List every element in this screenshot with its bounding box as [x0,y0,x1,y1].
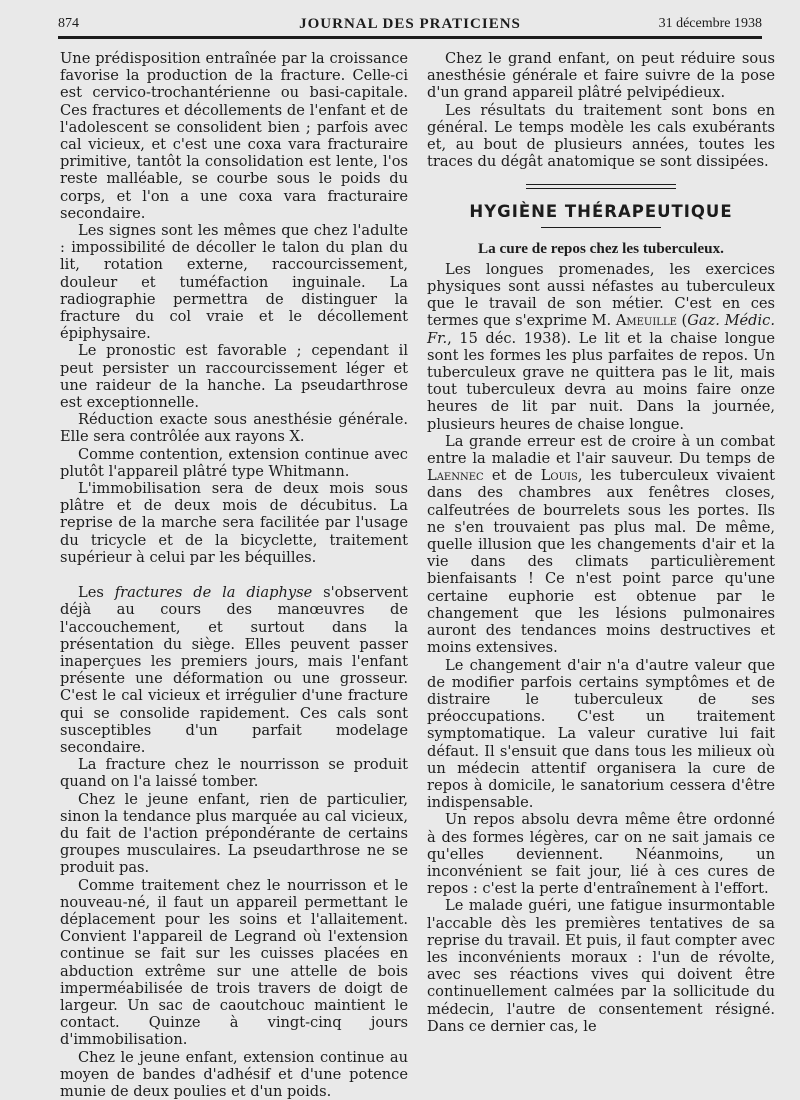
text-run: , les tuberculeux vivaient dans des chambres aux fenêtres closes, calfeutrées de bourrelets sous les portes. Ils ne s'en trouvaient pas plus mal. De même, quelle illusion que les changements d'air et la vie dans des climats particulièrement bienfaisants ! Ce n'est point parce qu'une certaine euphorie est obtenue par le changement que les lésions pulmonaires auront des tendances moins destructives et moins extensives. [427,467,775,657]
paragraph: Les résultats du traitement sont bons en général. Le temps modèle les cals exubérants et, au bout de plusieurs années, toutes les traces du dégât anatomique se sont dissipées. [427,101,775,171]
paragraph: Le pronostic est favorable ; cependant il peut persister un raccourcissement léger et une raideur de la hanche. La pseudarthrose est exceptionnelle. [60,342,408,412]
text-run: ( [676,312,688,330]
paragraph: Les signes sont les mêmes que chez l'adulte : impossibilité de décoller le talon du plan du lit, rotation externe, raccourcissement, douleur et tuméfaction inguinale. La radiographie permettra de distinguer la fracture du col vraie et le décollement épiphysaire. [60,222,408,343]
author-name: Laennec [427,467,484,485]
paragraph: Un repos absolu devra même être ordonné à des formes légères, car on ne sait jamais ce qu'elles deviennent. Néanmoins, un inconvénient se fait jour, lié à ces cures de repos : c'est la perte d'entraînement à l'effort. [427,811,775,898]
issue-date: 31 décembre 1938 [658,16,762,31]
text-run: s'observent déjà au cours des manœuvres de l'accouchement, et surtout dans la présentation du siège. Elles peuvent passer inaperçues les premiers jours, mais l'enfant présente une déformation ou une grosseur. C'est le cal vicieux et irrégulier d'une fracture qui se consolide rapidement. Ces cals sont susceptibles d'un parfait modelage secondaire. [60,584,408,756]
author-name: Louis [540,467,578,485]
page-header [58,14,762,36]
paragraph: Réduction exacte sous anesthésie générale. Elle sera contrôlée aux rayons X. [60,411,408,446]
paragraph: Le changement d'air n'a d'autre valeur que de modifier parfois certains symptômes et de distraire le tuberculeux de ses préoccupations. C'est un traitement symptomatique. La valeur curative lui fait défaut. Il s'ensuit que dans tous les milieux où un médecin attentif organisera la cure de repos à domicile, le sanatorium cessera d'être indispensable. [427,656,775,812]
left-column [60,50,408,1100]
text-run: La grande erreur est de croire à un combat entre la maladie et l'air sauveur. Du temps de [427,432,775,468]
paragraph: Comme contention, extension continue avec plutôt l'appareil plâtré type Whitmann. [60,445,408,480]
paragraph: La fracture chez le nourrisson se produit quand on l'a laissé tomber. [60,756,408,791]
journal-title: JOURNAL DES PRATICIENS [299,16,521,32]
article-subheading: La cure de repos chez les tuberculeux. [478,239,724,257]
header-rule [58,36,762,39]
section-title: HYGIÈNE THÉRAPEUTIQUE [469,202,733,222]
author-name: Ameuille [615,312,677,330]
paragraph: Chez le jeune enfant, rien de particulier, sinon la tendance plus marquée au cal vicieux, du fait de l'action prépondérante de certains groupes musculaires. La pseudarthrose ne se produit pas. [60,790,408,877]
paragraph: Comme traitement chez le nourrisson et le nouveau-né, il faut un appareil permettant le déplacement pour les soins et l'allaitement. Convient l'appareil de Legrand où l'extension continue se fait sur les cuisses placées en abduction extrême sur une attelle de bois imperméabilisée de trois travers de doigt de largeur. Un sac de caoutchouc maintient le contact. Quinze à vingt-cinq jours d'immobilisation. [60,876,408,1049]
page-number: 874 [58,16,79,31]
text-run: , 15 déc. 1938). Le lit et la chaise longue sont les formes les plus parfaites de repos. Un tuberculeux grave ne quittera pas le lit, mais tout tuberculeux devra au moins faire onze heures de lit par nuit. Dans la journée, plusieurs heures de chaise longue. [427,329,775,433]
paragraph: Chez le grand enfant, on peut réduire sous anesthésie générale et faire suivre de la pose d'un grand appareil plâtré pelvipédieux. [427,50,775,102]
text-run: Les [78,584,115,602]
paragraph: Chez le jeune enfant, extension continue au moyen de bandes d'adhésif et d'une potence munie de deux poulies et d'un poids. [60,1048,408,1100]
paragraph: Une prédisposition entraînée par la croissance favorise la production de la fracture. Celle-ci est cervico-trochantérienne ou basi-capitale. Ces fractures et décollements de l'enfant et de l'adolescent se consolident bien ; parfois avec cal vicieux, et c'est une coxa vara fracturaire primitive, tantôt la consolidation est lente, l'os reste malléable, se courbe sous le poids du corps, et l'on a une coxa vara fracturaire secondaire. [60,50,408,222]
section-ornament [526,184,676,189]
paragraph [60,584,408,756]
journal-citation: Gaz. Médic. Fr. [427,312,775,347]
right-column [427,50,775,1035]
text-run: Les longues promenades, les exercices physiques sont aussi néfastes au tuberculeux que le travail de son métier. C'est en ces termes que s'exprime M. [427,260,775,330]
paragraph: Le malade guéri, une fatigue insurmontable l'accable dès les premières tentatives de sa reprise du travail. Et puis, il faut compter avec les inconvénients moraux : l'un de révolte, avec ses réactions vives qui doivent être continuellement calmées par la sollicitude du médecin, l'autre de consentement résigné. Dans ce dernier cas, le [427,897,775,1035]
title-rule [541,227,661,228]
paragraph [427,433,775,657]
italic-term: fractures de la diaphyse [114,584,313,602]
paragraph: L'immobilisation sera de deux mois sous plâtre et de deux mois de décubitus. La reprise de la marche sera facilitée par l'usage du tricycle et de la bicyclette, traitement supérieur à celui par les béquilles. [60,480,408,566]
paragraph-gap [60,566,408,584]
text-run: et de [483,467,541,485]
paragraph [427,261,775,433]
